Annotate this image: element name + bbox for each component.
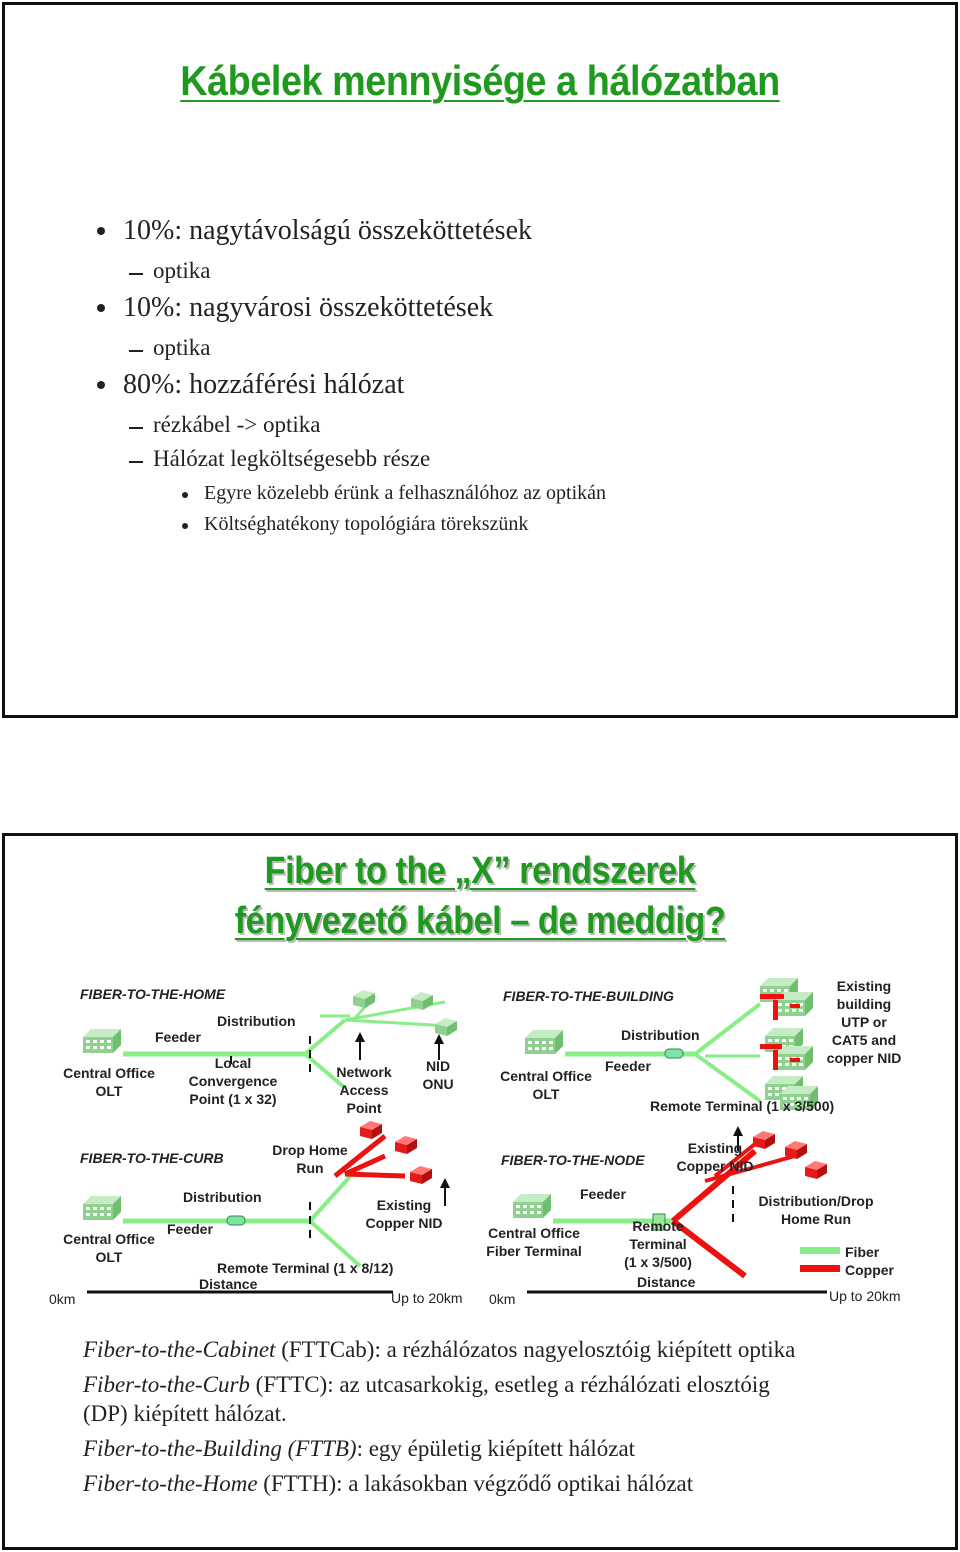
slide-2	[2, 833, 958, 1550]
sub-bullet-item: Hálózat legköltségesebb része	[153, 446, 431, 471]
fttn-up-to-label: Up to 20km	[829, 1288, 901, 1304]
fttb-existing-label: Existing	[836, 978, 892, 994]
sub-bullet-item: optika	[153, 335, 211, 360]
definition-desc: (FTTH): a lakásokban végződő optikai hálózat	[257, 1471, 694, 1496]
fttb-copper-nid-label: copper NID	[826, 1050, 902, 1066]
ftth-distribution-label: Distribution	[217, 1013, 296, 1029]
definition-term: Fiber-to-the-Cabinet	[83, 1337, 276, 1362]
fttb-central-office-label: Central Office	[500, 1068, 592, 1084]
sub-sub-bullet-item: Költséghatékony topológiára törekszünk	[204, 513, 529, 535]
legend-copper-swatch	[800, 1265, 840, 1272]
fttc-existing-label: Existing	[376, 1197, 432, 1213]
ftth-nid-label: NID	[425, 1058, 451, 1074]
definition-line	[83, 1470, 693, 1498]
definition-desc: : egy épületig kiépített hálózat	[356, 1436, 636, 1461]
ftth-local-label: Local	[214, 1055, 252, 1071]
definition-desc: (FTTCab): a rézhálózatos nagyelosztóig kiépített optika	[275, 1337, 796, 1362]
fttn-0km-label: 0km	[489, 1291, 516, 1307]
ftth-point2-label: Point	[346, 1100, 382, 1116]
bullet-dot-icon	[97, 304, 105, 312]
sub-bullet-item: rézkábel -> optika	[153, 412, 321, 437]
ftth-heading: FIBER-TO-THE-HOME	[80, 986, 226, 1002]
fttc-central-office-label: Central Office	[63, 1231, 155, 1247]
fttn-legend-fiber-label: Fiber	[845, 1244, 880, 1260]
fttc-0km-label: 0km	[49, 1291, 76, 1307]
dash-icon	[129, 461, 143, 463]
fttc-feeder-label: Feeder	[167, 1221, 213, 1237]
fttb-building-label: building	[836, 996, 892, 1012]
fttb-olt-label: OLT	[532, 1086, 560, 1102]
bullet-dot-icon	[97, 381, 105, 389]
fttn-remote-label: Remote	[632, 1218, 684, 1234]
fttn-home-run-label: Home Run	[781, 1211, 851, 1227]
definition-term: Fiber-to-the-Curb	[83, 1372, 250, 1397]
slide-2-title-line-1: Fiber to the „X” rendszerek	[264, 850, 696, 892]
definition-line	[83, 1400, 287, 1428]
sub-bullet-item: optika	[153, 258, 211, 283]
fttb-utp-label: UTP or	[841, 1014, 887, 1030]
definition-term: Fiber-to-the-Home	[83, 1471, 258, 1496]
fttc-copper-nid-label: Copper NID	[365, 1215, 443, 1231]
ftth-central-office-label: Central Office	[63, 1065, 155, 1081]
ftth-point-label: Point (1 x 32)	[189, 1091, 277, 1107]
legend-fiber-swatch	[800, 1247, 840, 1254]
fttc-distribution-label: Distribution	[183, 1189, 262, 1205]
bullet-item: 10%: nagyvárosi összeköttetések	[123, 292, 494, 323]
fttb-cat5-label: CAT5 and	[831, 1032, 897, 1048]
definition-desc: (FTTC): az utcasarkokig, esetleg a rézhálózati elosztóig	[249, 1372, 770, 1397]
bullet-item: 10%: nagytávolságú összeköttetések	[123, 215, 533, 246]
fttc-drop-home-label: Drop Home	[272, 1142, 348, 1158]
fttn-fiber-terminal-label: Fiber Terminal	[486, 1243, 582, 1259]
fttn-terminal-label: Terminal	[629, 1236, 687, 1252]
fttn-copper-nid-label: Copper NID	[676, 1158, 754, 1174]
ftth-olt-label: OLT	[95, 1083, 123, 1099]
dash-icon	[129, 273, 143, 275]
fttc-olt-label: OLT	[95, 1249, 123, 1265]
fttc-run-label: Run	[296, 1160, 324, 1176]
fttc-heading: FIBER-TO-THE-CURB	[80, 1150, 224, 1166]
fttb-heading: FIBER-TO-THE-BUILDING	[503, 988, 674, 1004]
ftth-convergence-label: Convergence	[188, 1073, 278, 1089]
fttn-ratio-label: (1 x 3/500)	[624, 1254, 692, 1270]
fttb-distribution-label: Distribution	[621, 1027, 700, 1043]
slide-1	[2, 2, 958, 718]
fttc-distance-label: Distance	[199, 1276, 258, 1292]
fttc-remote-terminal-label: Remote Terminal (1 x 8/12)	[217, 1260, 394, 1276]
fttn-distribution-drop-label: Distribution/Drop	[758, 1193, 874, 1209]
fttc-up-to-label: Up to 20km	[391, 1290, 463, 1306]
definition-line	[83, 1336, 795, 1364]
definition-term: Fiber-to-the-Building (FTTB)	[83, 1436, 357, 1461]
fttn-distance-label: Distance	[637, 1274, 696, 1290]
fttn-central-office-label: Central Office	[488, 1225, 580, 1241]
bullet-item: 80%: hozzáférési hálózat	[123, 369, 405, 400]
sub-sub-bullet-item: Egyre közelebb érünk a felhasználóhoz az optikán	[204, 482, 607, 504]
fttn-legend-copper-label: Copper	[845, 1262, 894, 1278]
slide-2-title-line-2: fényvezető kábel – de meddig?	[234, 900, 726, 942]
fttb-remote-terminal-label: Remote Terminal (1 x 3/500)	[650, 1098, 835, 1114]
slide-1-title: Kábelek mennyisége a hálózatban	[180, 57, 780, 104]
dash-icon	[129, 427, 143, 429]
fttn-existing-label: Existing	[687, 1140, 743, 1156]
ftth-onu-label: ONU	[422, 1076, 454, 1092]
fttn-heading: FIBER-TO-THE-NODE	[501, 1152, 645, 1168]
definition-line	[83, 1435, 635, 1463]
bullet-dot-icon	[97, 227, 105, 235]
definition-desc: (DP) kiépített hálózat.	[83, 1401, 287, 1426]
dash-icon	[129, 350, 143, 352]
ftth-access-label: Access	[339, 1082, 389, 1098]
bullet-dot-icon	[182, 492, 188, 498]
fttb-feeder-label: Feeder	[605, 1058, 651, 1074]
bullet-dot-icon	[182, 523, 188, 529]
fttn-feeder-label: Feeder	[580, 1186, 626, 1202]
ftth-network-label: Network	[336, 1064, 392, 1080]
ftth-feeder-label: Feeder	[155, 1029, 201, 1045]
definition-line	[83, 1371, 770, 1399]
